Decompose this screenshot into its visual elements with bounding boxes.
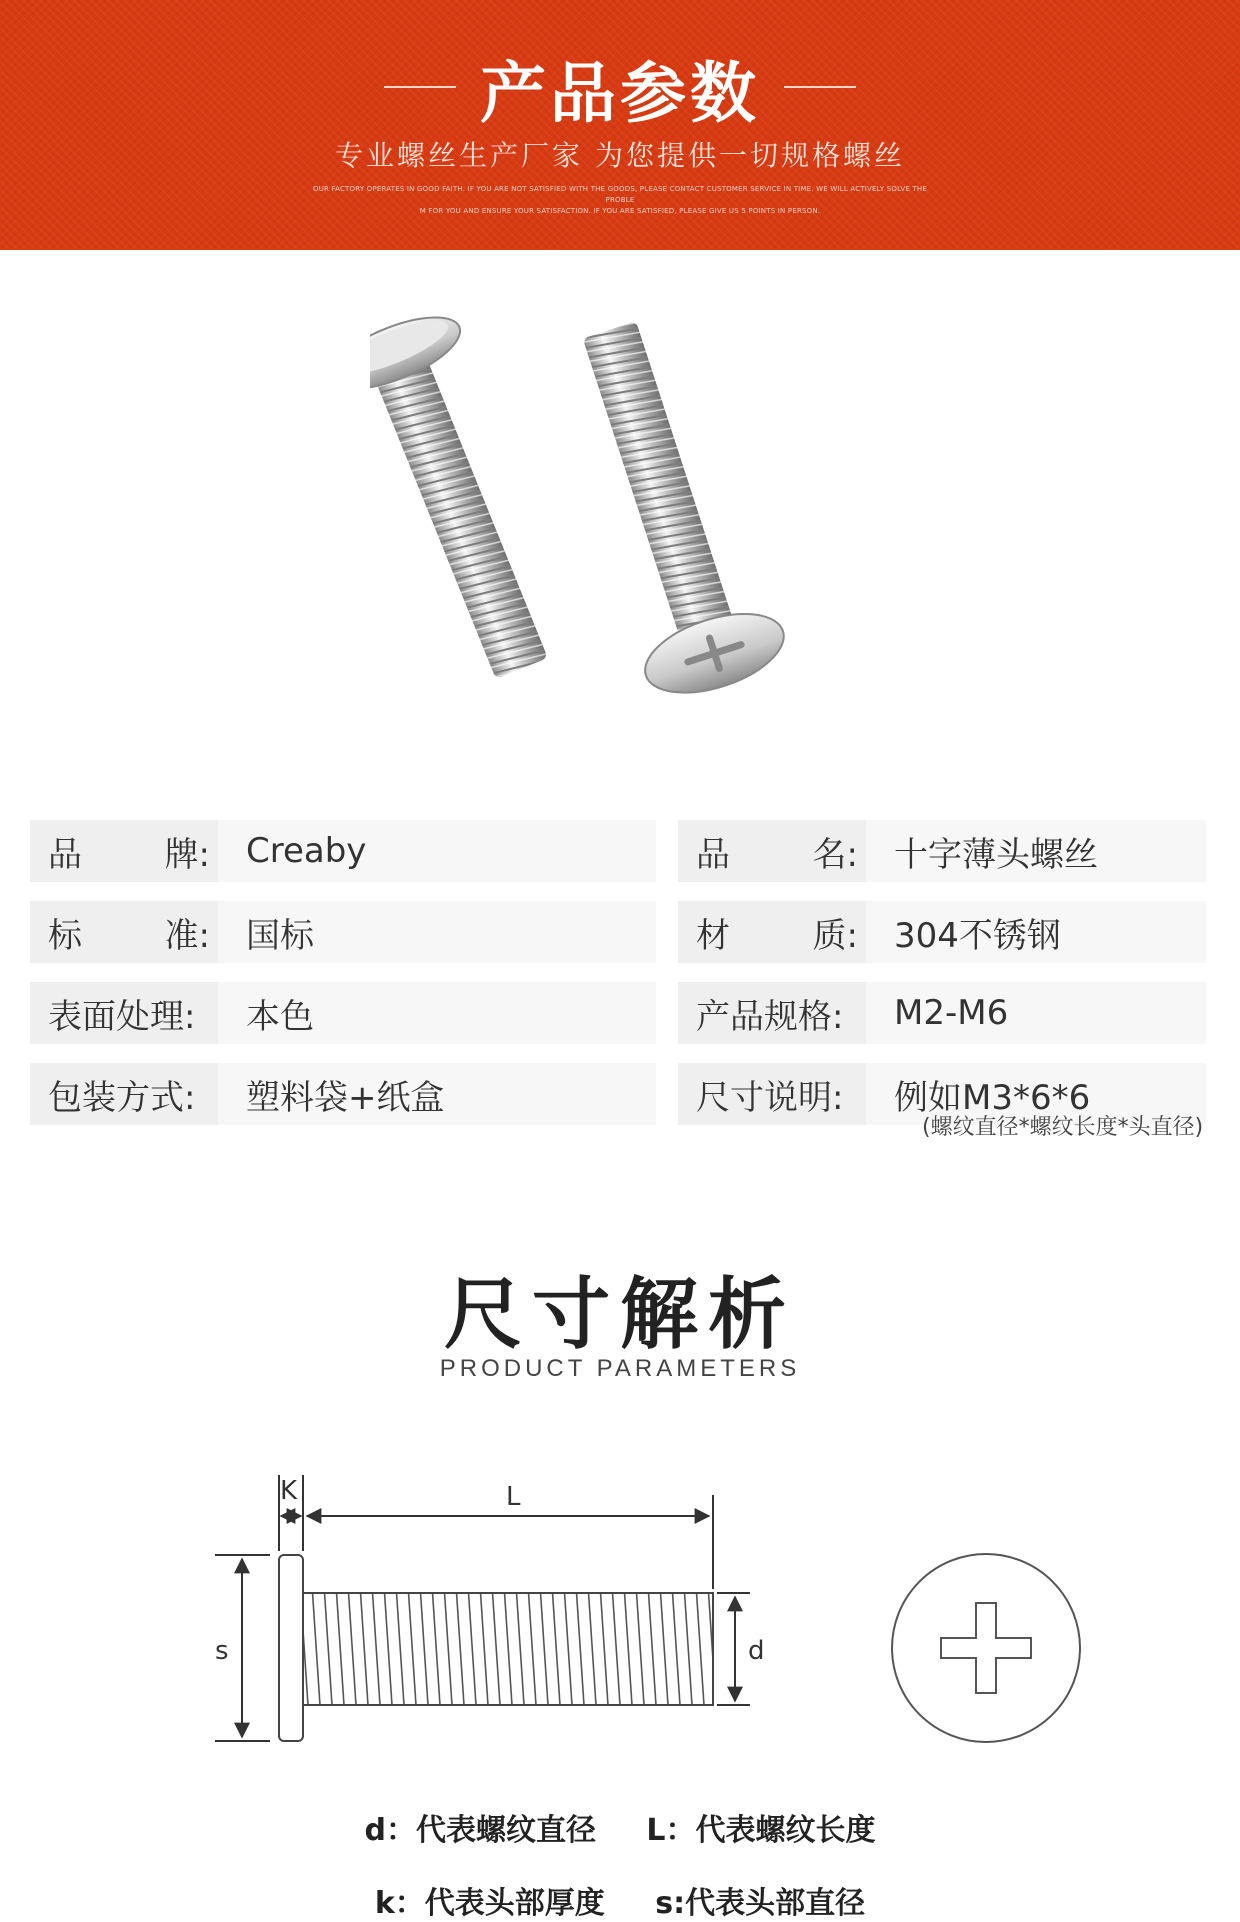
header-banner bbox=[0, 0, 1240, 250]
banner-subtitle: 专业螺丝生产厂家 为您提供一切规格螺丝 bbox=[335, 139, 905, 172]
section-title: 尺寸解析 bbox=[443, 1270, 796, 1360]
spec-label: 包装方式: bbox=[30, 1063, 218, 1125]
spec-value: 塑料袋+纸盒 bbox=[218, 1063, 656, 1125]
diagram-label-l: L bbox=[506, 1482, 521, 1512]
spec-row-spec bbox=[678, 982, 1206, 1044]
diagram-label-d: d bbox=[748, 1636, 765, 1666]
spec-row-brand bbox=[30, 820, 656, 882]
legend-s: s:代表头部直径 bbox=[655, 1886, 866, 1921]
diagram-label-k: K bbox=[280, 1476, 298, 1506]
spec-row-standard bbox=[30, 901, 656, 963]
diagram-screw-head bbox=[279, 1555, 303, 1741]
spec-value: Creaby bbox=[218, 820, 656, 882]
spec-value: 304不锈钢 bbox=[866, 901, 1206, 963]
banner-title-row bbox=[0, 42, 1240, 132]
legend-k: k：代表头部厚度 bbox=[374, 1886, 605, 1921]
spec-value: 国标 bbox=[218, 901, 656, 963]
spec-value: M2-M6 bbox=[866, 982, 1206, 1044]
screw-left-icon bbox=[370, 310, 587, 695]
banner-divider-left bbox=[384, 86, 456, 88]
spec-label: 材 质: bbox=[678, 901, 866, 963]
spec-label: 表面处理: bbox=[30, 982, 218, 1044]
dimension-diagram bbox=[190, 1465, 1090, 1765]
legend-row-1 bbox=[0, 1805, 1240, 1849]
banner-fine-print-line-2: M FOR YOU AND ENSURE YOUR SATISFACTION. IF YOU ARE SATISFIED, PLEASE GIVE US 5 POINTS IN PERSON. bbox=[419, 207, 821, 215]
banner-fine-print bbox=[300, 184, 940, 217]
spec-row-material bbox=[678, 901, 1206, 963]
spec-label: 品 名: bbox=[678, 820, 866, 882]
spec-value: 本色 bbox=[218, 982, 656, 1044]
spec-value: 例如M3*6*6 bbox=[866, 1063, 1206, 1125]
spec-label: 产品规格: bbox=[678, 982, 866, 1044]
spec-label: 标 准: bbox=[30, 901, 218, 963]
banner-title: 产品参数 bbox=[480, 54, 760, 132]
spec-row-product-name bbox=[678, 820, 1206, 882]
screw-right-icon bbox=[541, 310, 794, 708]
diagram-screw-shank bbox=[303, 1593, 713, 1705]
spec-size-note: (螺纹直径*螺纹长度*头直径) bbox=[922, 1115, 1204, 1140]
diagram-label-s: s bbox=[215, 1636, 229, 1666]
spec-value: 十字薄头螺丝 bbox=[866, 820, 1206, 882]
legend-row-2 bbox=[0, 1878, 1240, 1922]
section-subtitle: PRODUCT PARAMETERS bbox=[439, 1355, 801, 1382]
banner-divider-right bbox=[784, 86, 856, 88]
phillips-head-top-view-icon bbox=[892, 1554, 1080, 1742]
product-photo-screws bbox=[370, 310, 850, 760]
banner-fine-print-line-1: OUR FACTORY OPERATES IN GOOD FAITH. IF YOU ARE NOT SATISFIED WITH THE GOODS, PLEASE CONTACT CUSTOMER SERVICE IN TIME. WE WILL ACTIVELY SOLVE THE PROBLE bbox=[313, 185, 927, 204]
legend-d: d：代表螺纹直径 bbox=[364, 1813, 596, 1848]
spec-row-surface bbox=[30, 982, 656, 1044]
legend-l: L：代表螺纹长度 bbox=[646, 1813, 876, 1848]
spec-label: 尺寸说明: bbox=[678, 1063, 866, 1125]
spec-label: 品 牌: bbox=[30, 820, 218, 882]
spec-row-packaging bbox=[30, 1063, 656, 1125]
